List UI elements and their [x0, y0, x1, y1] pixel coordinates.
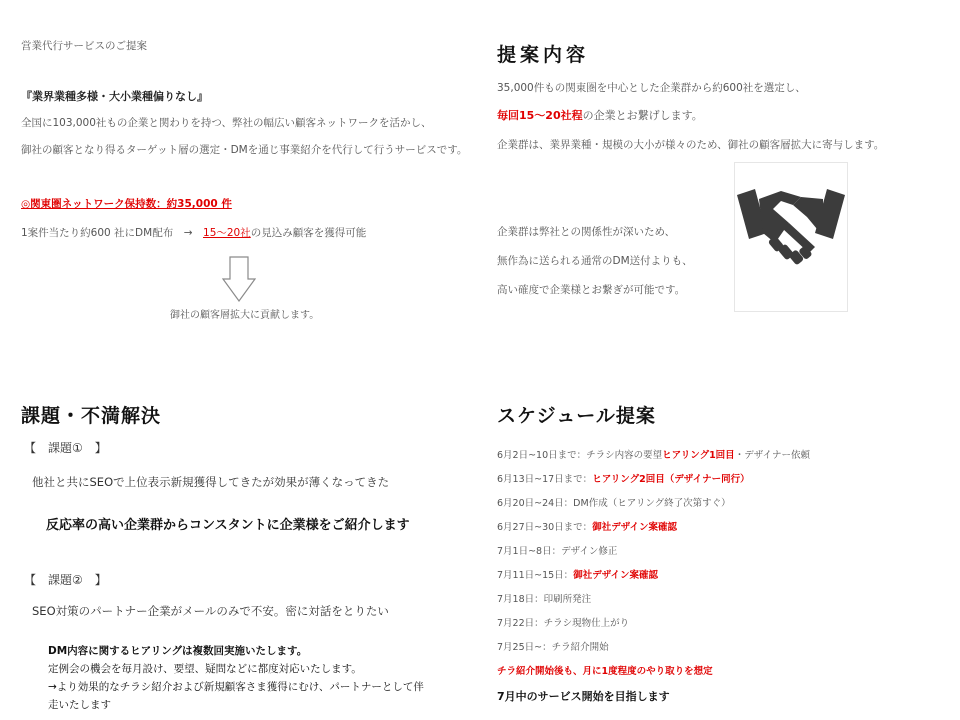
- schedule-item: [497, 519, 677, 533]
- schedule-item: [497, 639, 609, 653]
- schedule-item-text: 7月18日：印刷所発注: [497, 594, 592, 605]
- schedule-item-text: 6月20日~24日：DM作成（ヒアリング終了次第すぐ）: [497, 498, 731, 509]
- proposal-line-4: 企業群は弊社との関係性が深いため、: [497, 226, 676, 238]
- schedule-item: [497, 447, 810, 461]
- schedule-item-text: 6月27日~30日まで：: [497, 522, 593, 533]
- schedule-item-text: 7月11日~15日：: [497, 570, 574, 581]
- schedule-item: [497, 471, 750, 485]
- schedule-item: [497, 591, 591, 605]
- schedule-title: スケジュール提案: [497, 405, 656, 427]
- proposal-line-2-text: の企業とお繋げします。: [582, 109, 703, 122]
- handshake-icon: [735, 163, 847, 311]
- schedule-item: [497, 615, 629, 629]
- schedule-item: [497, 543, 617, 557]
- schedule-item-highlight: ヒアリング1回目: [662, 450, 735, 461]
- per-case-highlight: 15～20社: [203, 227, 251, 239]
- down-arrow-icon: [222, 255, 256, 303]
- schedule-item: [497, 495, 731, 509]
- issue-1-label: 【 課題① 】: [24, 441, 107, 455]
- schedule-item-text: 7月1日~8日：デザイン修正: [497, 546, 618, 557]
- description-line-2: 御社の顧客となり得るターゲット層の選定・DMを通じ事業紹介を代行して行うサービスです。: [21, 144, 468, 156]
- issue-2-label: 【 課題② 】: [24, 573, 107, 587]
- schedule-item-text: 7月25日~：チラ紹介開始: [497, 642, 609, 653]
- contribute-text: 御社の顧客層拡大に貢献します。: [170, 310, 320, 321]
- proposal-line-5: 無作為に送られる通常のDM送付よりも、: [497, 255, 693, 267]
- schedule-item: [497, 567, 658, 581]
- network-count: ◎関東圏ネットワーク保持数：約35,000 件: [21, 198, 232, 210]
- issue-2-solution-3: →より効果的なチラシ紹介および新規顧客さま獲得にむけ、パートナーとして伴: [48, 681, 424, 693]
- proposal-line-2: [497, 107, 703, 123]
- description-line-1: 全国に103,000社もの企業と関わりを持つ、弊社の幅広い顧客ネットワークを活かし、: [21, 117, 432, 129]
- schedule-goal: 7月中のサービス開始を目指します: [497, 690, 670, 703]
- schedule-item-highlight: 御社デザイン案確認: [592, 522, 678, 533]
- schedule-item-suffix: ・デザイナー依頼: [734, 450, 811, 461]
- service-header: 営業代行サービスのご提案: [21, 40, 147, 52]
- per-case-suffix: の見込み顧客を獲得可能: [250, 227, 367, 239]
- proposal-line-6: 高い確度で企業様とお繋ぎが可能です。: [497, 284, 686, 296]
- schedule-item-highlight: 御社デザイン案確認: [573, 570, 659, 581]
- schedule-note: チラ紹介開始後も、月に1度程度のやり取りを想定: [497, 666, 713, 677]
- issue-2-solution-4: 走いたします: [48, 699, 111, 711]
- schedule-item-text: 6月2日~10日まで：チラシ内容の要望: [497, 450, 663, 461]
- proposal-title: 提案内容: [497, 44, 590, 66]
- schedule-item-text: 6月13日~17日まで：: [497, 474, 593, 485]
- proposal-highlight: 毎回15～20社程: [497, 109, 583, 122]
- issue-1-solution: 反応率の高い企業群からコンスタントに企業様をご紹介します: [46, 518, 410, 533]
- per-case-text: 1案件当たり約600 社にDM配布 →: [21, 227, 204, 239]
- issues-title: 課題・不満解決: [21, 405, 162, 427]
- issue-2-solution-1-text: DM内容に関するヒアリングは複数回実施いたします。: [48, 645, 308, 657]
- issue-2-text: SEO対策のパートナー企業がメールのみで不安。密に対話をとりたい: [32, 604, 389, 618]
- issue-2-solution-2: 定例会の機会を毎月設け、要望、疑問などに都度対応いたします。: [48, 663, 362, 675]
- issue-1-text: 他社と共にSEOで上位表示新規獲得してきたが効果が薄くなってきた: [32, 475, 390, 489]
- handshake-card: [734, 162, 848, 312]
- schedule-item-text: 7月22日：チラシ現物仕上がり: [497, 618, 630, 629]
- tagline: 『業界業種多様・大小業種偏りなし』: [21, 90, 208, 103]
- schedule-item-highlight: ヒアリング2回目（デザイナー同行）: [592, 474, 750, 485]
- proposal-line-3: 企業群は、業界業種・規模の大小が様々のため、御社の顧客層拡大に寄与します。: [497, 139, 885, 151]
- proposal-line-1: 35,000件もの関東圏を中心とした企業群から約600社を選定し、: [497, 82, 806, 94]
- issue-2-solution-1: [48, 643, 307, 658]
- per-case-line: [21, 225, 366, 240]
